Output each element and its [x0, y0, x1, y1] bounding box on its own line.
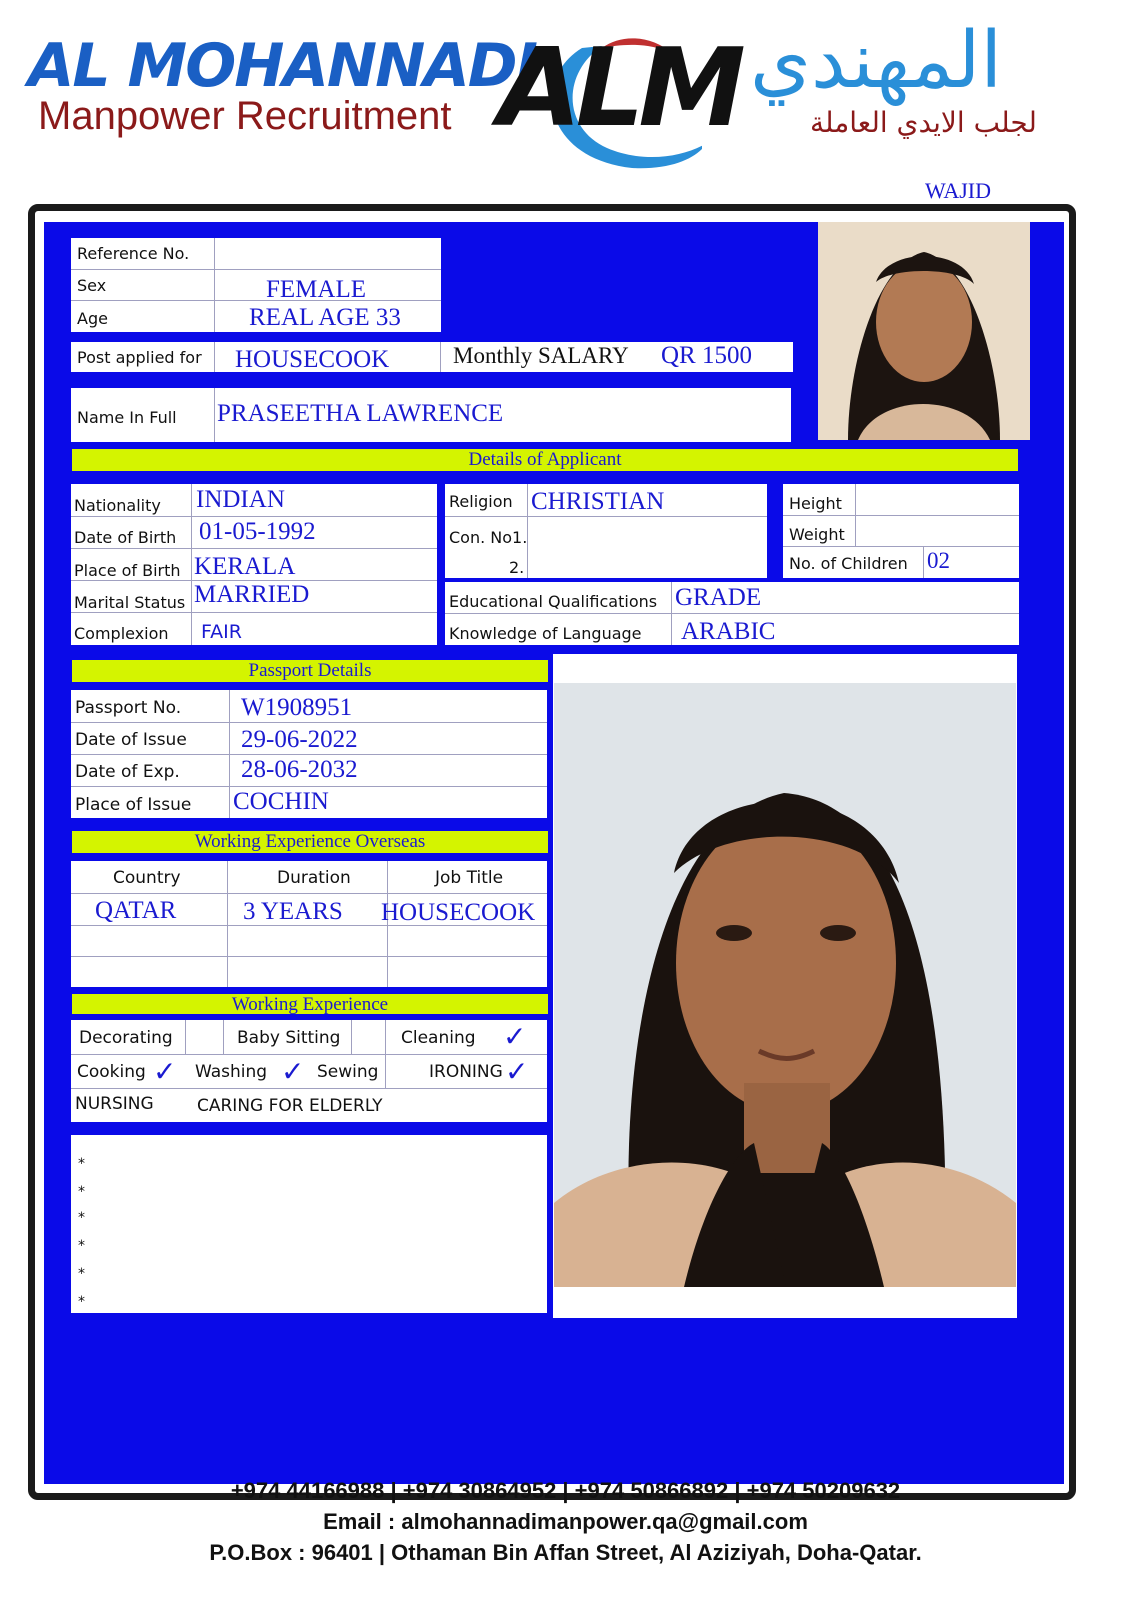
- passport-no-label: Passport No.: [75, 698, 182, 718]
- name-label: Name In Full: [77, 408, 177, 427]
- col-country: Country: [113, 868, 181, 888]
- ironing-check-icon: ✓: [505, 1055, 529, 1088]
- religion-label: Religion: [449, 492, 513, 511]
- passport-heading: Passport Details: [72, 660, 548, 682]
- brand-name-arabic: المهندي: [750, 16, 1003, 106]
- post-label: Post applied for: [77, 348, 202, 367]
- contact-1-label: Con. No1.: [449, 528, 528, 547]
- footer-email: Email : almohannadimanpower.qa@gmail.com: [323, 1509, 808, 1534]
- salary-value: QR 1500: [661, 342, 752, 369]
- children-value: 02: [927, 548, 950, 573]
- applicant-details-heading: Details of Applicant: [72, 449, 1018, 471]
- brand-tagline-arabic: لجلب الايدي العاملة: [810, 106, 1037, 139]
- issue-place-label: Place of Issue: [75, 795, 192, 815]
- footer-phones: +974 44166988 | +974 30864952 | +974 50866892 | +974 50209632: [230, 1478, 901, 1503]
- post-row: [71, 342, 793, 372]
- skill-baby-sitting: Baby Sitting: [237, 1028, 341, 1048]
- pob-label: Place of Birth: [74, 561, 181, 580]
- salary-label: Monthly SALARY: [453, 343, 629, 368]
- issue-place-value: COCHIN: [233, 788, 329, 815]
- skill-sewing: Sewing: [317, 1062, 379, 1082]
- issue-date-label: Date of Issue: [75, 730, 187, 750]
- overseas-table: [71, 861, 547, 987]
- skills-table: [71, 1020, 547, 1122]
- dob-label: Date of Birth: [74, 528, 177, 547]
- passport-no-value: W1908951: [241, 694, 353, 721]
- applicant-left-box: [71, 484, 437, 645]
- name-row: [71, 388, 791, 442]
- applicant-photo-large: [554, 683, 1016, 1287]
- note-bullet: *: [78, 1238, 85, 1254]
- notes-box: [71, 1135, 547, 1313]
- col-duration: Duration: [277, 868, 351, 888]
- nationality-label: Nationality: [74, 496, 161, 515]
- name-value: PRASEETHA LAWRENCE: [217, 400, 504, 427]
- skill-ironing: IRONING: [429, 1062, 503, 1082]
- language-value: ARABIC: [681, 618, 776, 645]
- skill-cleaning: Cleaning: [401, 1028, 476, 1048]
- applicant-photo-small: [818, 222, 1030, 440]
- washing-check-icon: ✓: [281, 1055, 305, 1088]
- age-value: REAL AGE 33: [249, 304, 401, 331]
- marital-value: MARRIED: [194, 581, 310, 608]
- sex-value: FEMALE: [266, 276, 366, 303]
- language-label: Knowledge of Language: [449, 624, 642, 643]
- top-info-box: [71, 238, 441, 332]
- complexion-label: Complexion: [74, 624, 169, 643]
- cooking-check-icon: ✓: [153, 1055, 177, 1088]
- note-bullet: *: [78, 1184, 85, 1200]
- skill-decorating: Decorating: [79, 1028, 173, 1048]
- note-bullet: *: [78, 1156, 85, 1172]
- skill-washing: Washing: [195, 1062, 268, 1082]
- col-job-title: Job Title: [435, 868, 504, 888]
- brand-tagline-english: Manpower Recruitment: [38, 94, 452, 138]
- brand-name-english: AL MOHANNADI: [28, 31, 536, 101]
- contact-2-label: 2.: [509, 558, 525, 577]
- skill-nursing: NURSING: [75, 1094, 154, 1114]
- religion-value: CHRISTIAN: [531, 488, 665, 515]
- row-job-title: HOUSECOOK: [381, 899, 536, 926]
- pob-value: KERALA: [194, 553, 296, 580]
- row-country: QATAR: [95, 897, 177, 924]
- education-language-box: [445, 582, 1019, 645]
- expiry-date-value: 28-06-2032: [241, 756, 358, 783]
- expiry-date-label: Date of Exp.: [75, 762, 180, 782]
- complexion-value: FAIR: [201, 621, 242, 643]
- post-value: HOUSECOOK: [235, 346, 390, 373]
- height-label: Height: [789, 494, 842, 513]
- applicant-middle-box: [445, 484, 767, 578]
- footer-address: P.O.Box : 96401 | Othaman Bin Affan Street, Al Aziziyah, Doha-Qatar.: [209, 1540, 922, 1565]
- passport-box: [71, 690, 547, 818]
- age-label: Age: [77, 309, 108, 328]
- reference-label: Reference No.: [77, 244, 190, 263]
- education-value: GRADE: [675, 584, 762, 611]
- skills-heading: Working Experience: [72, 994, 548, 1014]
- skill-caring-elderly: CARING FOR ELDERLY: [197, 1096, 383, 1116]
- row-duration: 3 YEARS: [243, 898, 343, 925]
- overseas-heading: Working Experience Overseas: [72, 831, 548, 853]
- cleaning-check-icon: ✓: [503, 1020, 527, 1053]
- children-label: No. of Children: [789, 554, 908, 573]
- note-bullet: *: [78, 1210, 85, 1226]
- applicant-right-box: [783, 484, 1019, 578]
- dob-value: 01-05-1992: [199, 518, 316, 545]
- skill-cooking: Cooking: [77, 1062, 146, 1082]
- note-bullet: *: [78, 1266, 85, 1282]
- weight-label: Weight: [789, 525, 845, 544]
- sex-label: Sex: [77, 276, 107, 295]
- education-label: Educational Qualifications: [449, 592, 658, 611]
- note-bullet: *: [78, 1294, 85, 1310]
- issue-date-value: 29-06-2022: [241, 726, 358, 753]
- agent-name: WAJID: [925, 178, 991, 203]
- nationality-value: INDIAN: [196, 486, 285, 513]
- brand-logo-alm: ALM: [498, 26, 740, 151]
- marital-label: Marital Status: [74, 593, 186, 612]
